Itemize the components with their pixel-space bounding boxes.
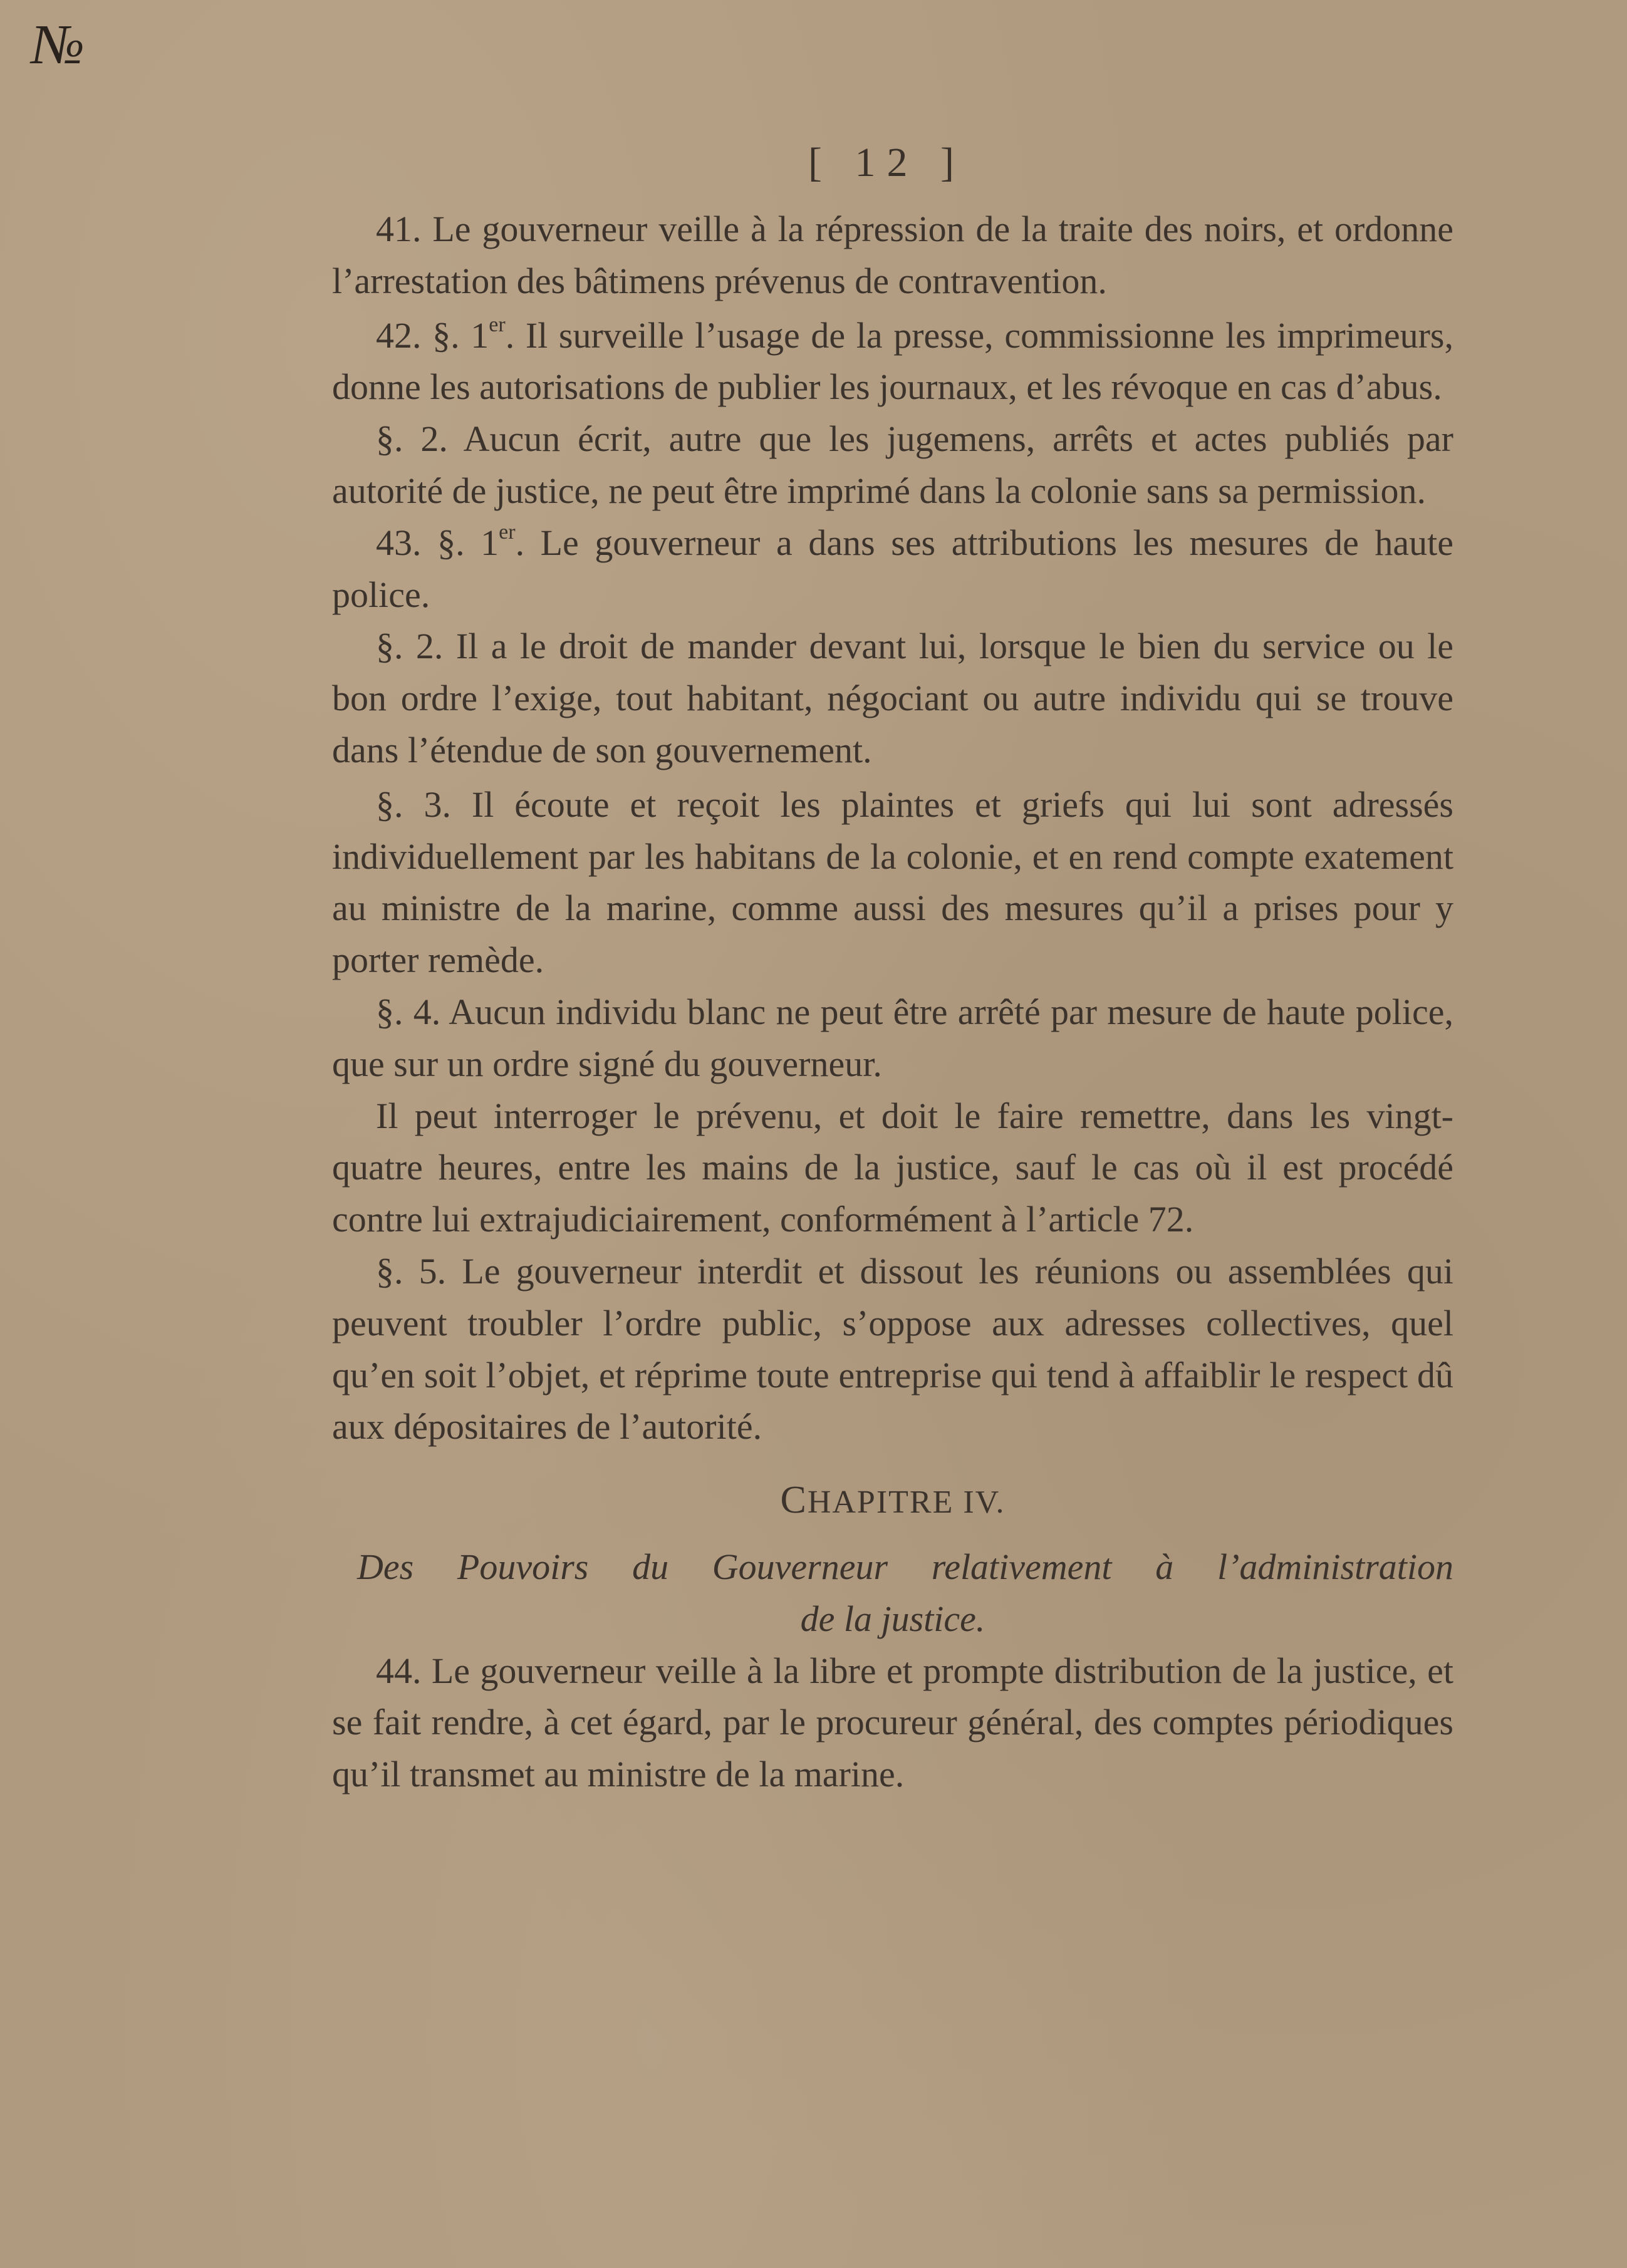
article-text: . Le gouverneur a dans ses attributions les mesures de haute police. (332, 522, 1454, 615)
article-43-section-5: §. 5. Le gouverneur interdit et dissout les réunions ou assemblées qui peuvent troubler l’ordre public, s’oppose aux adresses collectives, quel qu’en soit l’objet, et réprime toute entreprise qui tend à affaiblir le respect dû aux dépositaires de l’autorité. (332, 1250, 1453, 1447)
article-41: 41. Le gouverneur veille à la répression de la traite des noirs, et ordonne l’arrestation des bâtimens prévenus de contravention. (332, 209, 1453, 301)
article-text: . Il surveille l’usage de la presse, commissionne les imprimeurs, donne les autorisations de publier les journaux, et les révoque en cas d’abus. (332, 314, 1454, 408)
chapter-initial: C (780, 1479, 808, 1522)
body-text (332, 204, 1453, 1801)
article-43-paragraph: Il peut interroger le prévenu, et doit le faire remettre, dans les vingt-quatre heures, entre les mains de la justice, sauf le cas où il est procédé contre lui extrajudiciairement, conformément à l’article 72. (332, 1095, 1453, 1240)
article-42-section-1 (332, 310, 1453, 414)
article-44: 44. Le gouverneur veille à la libre et prompte distribution de la justice, et se fait rendre, à cet égard, par le procureur général, des comptes périodiques qu’il transmet au ministre de la marine. (332, 1650, 1453, 1795)
chapter-heading (332, 1474, 1453, 1529)
corner-handwritten-mark: № (31, 14, 81, 76)
article-lead: 43. §. 1 (376, 522, 499, 563)
article-43-section-3: §. 3. Il écoute et reçoit les plaintes et griefs qui lui sont adressés individuellement par les habitans de la colonie, et en rend compte exatement au ministre de la marine, comme aussi des mesures qu’il a prises pour y porter remède. (332, 784, 1453, 981)
chapter-title-rest: HAPITRE IV. (807, 1484, 1006, 1521)
page-number: [ 12 ] (808, 140, 965, 185)
superscript: er (499, 520, 516, 544)
chapter-subtitle (332, 1541, 1453, 1645)
chapter-subtitle-line-2: de la justice. (800, 1598, 985, 1639)
superscript: er (489, 313, 506, 336)
article-lead: 42. §. 1 (376, 314, 489, 356)
article-43-section-4: §. 4. Aucun individu blanc ne peut être arrêté par mesure de haute police, que sur un ordre signé du gouverneur. (332, 991, 1453, 1084)
article-43-section-1 (332, 517, 1453, 621)
article-42-section-2: §. 2. Aucun écrit, autre que les jugemens, arrêts et actes publiés par autorité de justice, ne peut être imprimé dans la colonie sans sa permission. (332, 418, 1453, 511)
chapter-subtitle-line-1: Des Pouvoirs du Gouverneur relativement à l’administration (357, 1546, 1453, 1587)
article-43-section-2: §. 2. Il a le droit de mander devant lui, lorsque le bien du service ou le bon ordre l’exige, tout habitant, négociant ou autre individu qui se trouve dans l’étendue de son gouvernement. (332, 626, 1453, 770)
